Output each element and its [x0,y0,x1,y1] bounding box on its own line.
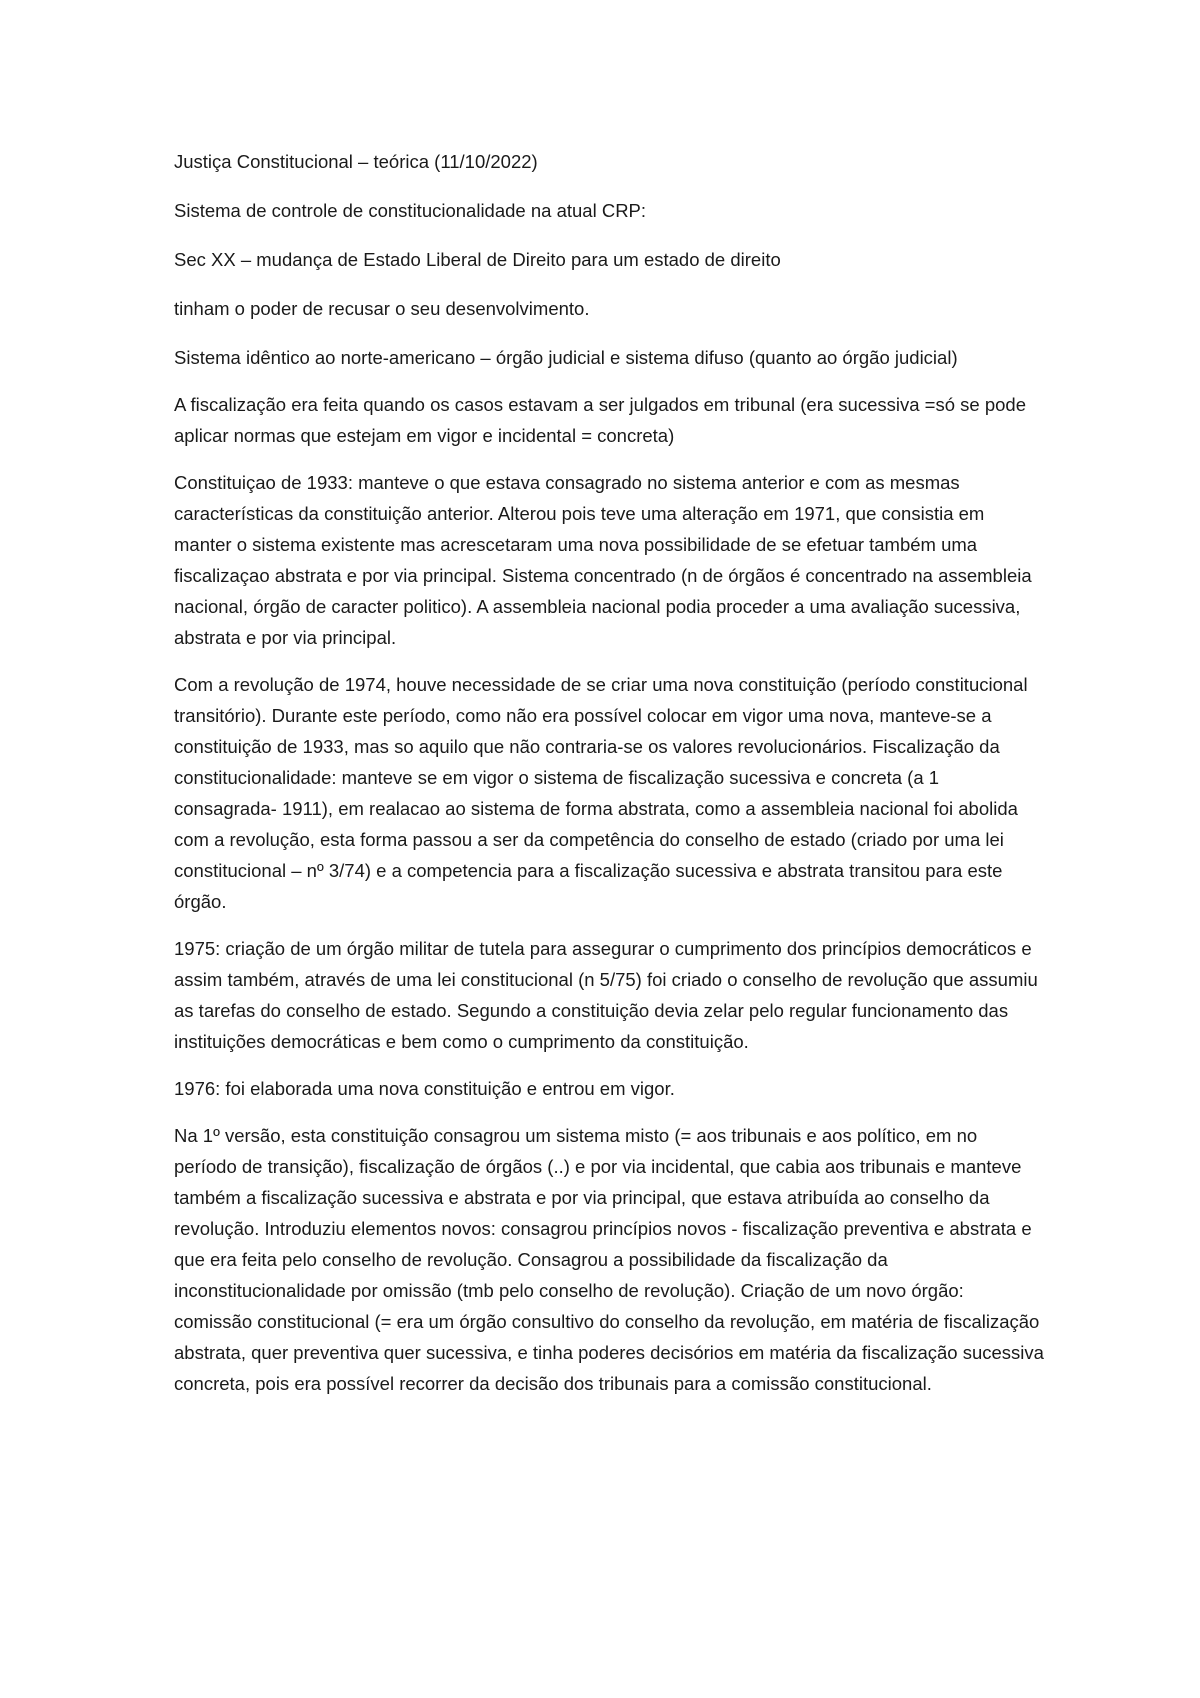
document-title: Justiça Constitucional – teórica (11/10/2022) [174,151,538,172]
paragraph: Constituiçao de 1933: manteve o que estava consagrado no sistema anterior e com as mesmas características da constituição anterior. Alterou pois teve uma alteração em 1971, que consistia em manter o sistema existente mas acrescetaram uma nova possibilidade de se efetuar também uma fiscalizaçao abstrata e por via principal. Sistema concentrado (n de órgãos é concentrado na assembleia nacional, órgão de caracter politico). A assembleia nacional podia proceder a uma avaliação sucessiva, abstrata e por via principal. [174,472,1032,648]
paragraph: 1975: criação de um órgão militar de tutela para assegurar o cumprimento dos princípios democráticos e assim também, através de uma lei constitucional (n 5/75) foi criado o conselho de revolução que assumiu as tarefas do conselho de estado. Segundo a constituição devia zelar pelo regular funcionamento das instituições democráticas e bem como o cumprimento da constituição. [174,938,1038,1052]
paragraph: Sec XX – mudança de Estado Liberal de Direito para um estado de direito [174,249,781,270]
paragraph: Sistema de controle de constitucionalidade na atual CRP: [174,200,647,221]
paragraph: Sistema idêntico ao norte-americano – órgão judicial e sistema difuso (quanto ao órgão judicial) [174,347,958,368]
paragraph: 1976: foi elaborada uma nova constituição e entrou em vigor. [174,1078,675,1099]
paragraph: Na 1º versão, esta constituição consagrou um sistema misto (= aos tribunais e aos político, em no período de transição), fiscalização de órgãos (..) e por via incidental, que cabia aos tribunais e manteve também a fiscalização sucessiva e abstrata e por via principal, que estava atribuída ao conselho da revolução. Introduziu elementos novos: consagrou princípios novos - fiscalização preventiva e abstrata e que era feita pelo conselho de revolução. Consagrou a possibilidade da fiscalização da inconstitucionalidade por omissão (tmb pelo conselho de revolução). Criação de um novo órgão: comissão constitucional (= era um órgão consultivo do conselho da revolução, em matéria de fiscalização abstrata, quer preventiva quer sucessiva, e tinha poderes decisórios em matéria da fiscalização sucessiva concreta, pois era possível recorrer da decisão dos tribunais para a comissão constitucional. [174,1125,1044,1394]
paragraph: Com a revolução de 1974, houve necessidade de se criar uma nova constituição (período constitucional transitório). Durante este período, como não era possível colocar em vigor uma nova, manteve-se a constituição de 1933, mas so aquilo que não contraria-se os valores revolucionários. Fiscalização da constitucionalidade: manteve se em vigor o sistema de fiscalização sucessiva e concreta (a 1 consagrada- 1911), em realacao ao sistema de forma abstrata, como a assembleia nacional foi abolida com a revolução, esta forma passou a ser da competência do conselho de estado (criado por uma lei constitucional – nº 3/74) e a competencia para a fiscalização sucessiva e abstrata transitou para este órgão. [174,674,1028,912]
document-page [174,146,1044,1415]
paragraph: tinham o poder de recusar o seu desenvolvimento. [174,298,590,319]
paragraph: A fiscalização era feita quando os casos estavam a ser julgados em tribunal (era sucessiva =só se pode aplicar normas que estejam em vigor e incidental = concreta) [174,394,1026,446]
